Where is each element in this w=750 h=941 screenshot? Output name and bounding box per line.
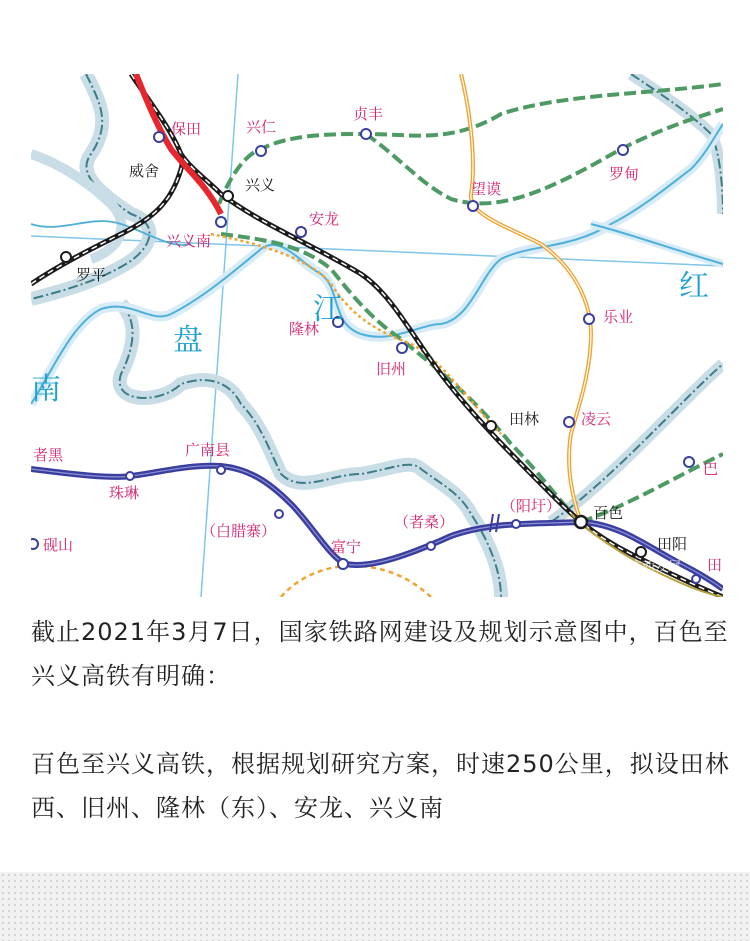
place-label-weishe: 威舍 [129, 162, 160, 180]
place-label-yangxu: （阳圩） [501, 497, 562, 515]
place-label-luodian: 罗甸 [609, 165, 640, 183]
orange-arc-bottom [281, 566, 431, 597]
place-label-tianyang: 田阳 [657, 535, 688, 553]
place-label-funing: 富宁 [331, 538, 362, 556]
place-label-guangnan: 广南县 [185, 441, 231, 459]
article-paragraph-1: 截止2021年3月7日，国家铁路网建设及规划示意图中，百色至兴义高铁有明确： [31, 618, 729, 690]
place-label-lingyun: 凌云 [581, 410, 612, 428]
place-label-ba: 巴 [703, 460, 719, 478]
read-more-fade [0, 872, 750, 941]
place-label-zhehei: 者黑 [33, 446, 64, 464]
place-label-zhulin: 珠琳 [109, 484, 140, 502]
place-label-bailaizhai: （白腊寨） [201, 522, 277, 540]
grid-line-vertical [201, 74, 238, 597]
railway-network-map [31, 74, 723, 597]
place-label-anlong: 安龙 [309, 210, 340, 228]
region-label-pan: 盘 [173, 323, 203, 358]
place-label-jiuzhou: 旧州 [376, 360, 407, 378]
place-label-luoping: 罗平 [76, 266, 107, 284]
planned-orange-line-core [461, 74, 591, 522]
map-canvas [31, 74, 723, 597]
place-label-tianlin: 田林 [509, 410, 540, 428]
watermark-text: 广西发展 [629, 560, 682, 575]
place-label-longlin: 隆林 [289, 320, 320, 338]
planned-orange-line [461, 74, 591, 522]
place-label-xingyinan: 兴义南 [166, 232, 212, 250]
place-label-baise: 百色 [593, 504, 624, 522]
place-label-zhesang: （者桑） [394, 513, 455, 531]
region-label-jiang: 江 [313, 292, 343, 327]
place-label-wangmo: 望谟 [471, 180, 502, 198]
region-label-nan: 南 [31, 372, 61, 407]
place-label-tian-edge: 田 [707, 556, 723, 574]
region-label-hong: 红 [679, 269, 709, 304]
article-body [31, 610, 731, 830]
article-paragraph-2: 百色至兴义高铁，根据规划研究方案，时速250公里，拟设田林西、旧州、隆林（东）、安龙、兴义南 [31, 750, 730, 822]
place-label-xingren: 兴仁 [246, 118, 277, 136]
place-label-yanshan: 砚山 [43, 536, 74, 554]
place-label-zhenfeng: 贞丰 [353, 105, 384, 123]
place-label-xingyi: 兴义 [245, 176, 276, 194]
place-label-baotian: 保田 [171, 120, 202, 138]
place-label-leye: 乐业 [603, 308, 634, 326]
